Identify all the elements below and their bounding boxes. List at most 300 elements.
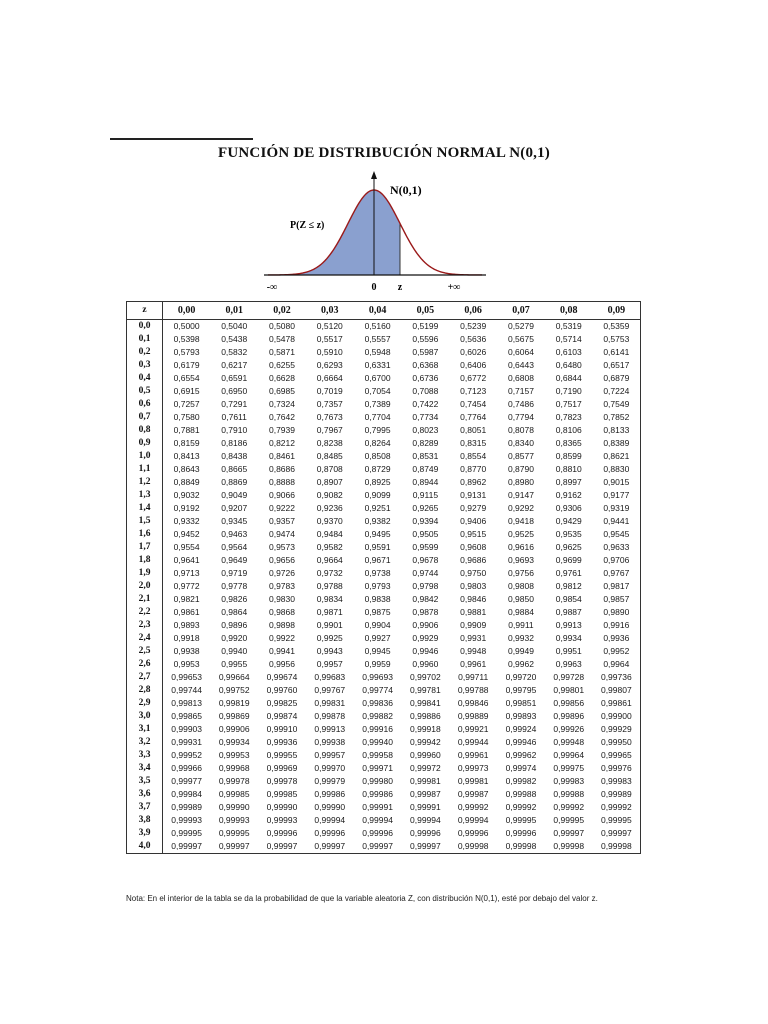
probability-cell: 0,7157 bbox=[507, 386, 534, 396]
probability-cell: 0,7389 bbox=[364, 399, 391, 409]
probability-cell: 0,9896 bbox=[221, 620, 248, 630]
probability-cell: 0,6950 bbox=[221, 386, 248, 396]
probability-cell: 0,9887 bbox=[555, 607, 582, 617]
table-row bbox=[127, 554, 641, 567]
probability-cell: 0,9778 bbox=[221, 581, 248, 591]
probability-cell: 0,9495 bbox=[364, 529, 391, 539]
shaded-area bbox=[268, 190, 400, 275]
probability-cell: 0,99807 bbox=[600, 685, 632, 695]
probability-cell: 0,99996 bbox=[266, 828, 298, 838]
probability-cell: 0,8365 bbox=[555, 438, 582, 448]
probability-cell: 0,99990 bbox=[314, 802, 346, 812]
probability-cell: 0,5160 bbox=[364, 321, 391, 331]
probability-cell: 0,7910 bbox=[221, 425, 248, 435]
probability-cell: 0,9962 bbox=[507, 659, 534, 669]
table-row bbox=[127, 788, 641, 801]
probability-cell: 0,99966 bbox=[171, 763, 203, 773]
row-z-value: 0,0 bbox=[127, 320, 163, 334]
probability-cell: 0,7486 bbox=[507, 399, 534, 409]
probability-cell: 0,6554 bbox=[173, 373, 200, 383]
probability-cell: 0,8708 bbox=[316, 464, 343, 474]
row-z-value: 2,0 bbox=[127, 580, 163, 593]
table-row bbox=[127, 346, 641, 359]
probability-cell: 0,99972 bbox=[410, 763, 441, 773]
probability-cell: 0,9948 bbox=[460, 646, 487, 656]
probability-cell: 0,99760 bbox=[266, 685, 298, 695]
row-z-value: 2,7 bbox=[127, 671, 163, 684]
probability-cell: 0,5753 bbox=[603, 334, 630, 344]
probability-cell: 0,99944 bbox=[457, 737, 489, 747]
probability-cell: 0,99968 bbox=[218, 763, 250, 773]
column-header: 0,02 bbox=[258, 302, 306, 320]
probability-cell: 0,99998 bbox=[553, 841, 585, 851]
probability-cell: 0,9162 bbox=[555, 490, 582, 500]
probability-cell: 0,7190 bbox=[555, 386, 582, 396]
probability-cell: 0,7642 bbox=[268, 412, 295, 422]
probability-cell: 0,8212 bbox=[268, 438, 295, 448]
probability-cell: 0,7580 bbox=[173, 412, 200, 422]
probability-cell: 0,99961 bbox=[457, 750, 489, 760]
table-row bbox=[127, 567, 641, 580]
probability-cell: 0,8106 bbox=[555, 425, 582, 435]
probability-cell: 0,9890 bbox=[603, 607, 630, 617]
row-z-value: 1,1 bbox=[127, 463, 163, 476]
probability-cell: 0,99970 bbox=[314, 763, 346, 773]
probability-cell: 0,99997 bbox=[362, 841, 393, 851]
table-row bbox=[127, 398, 641, 411]
probability-cell: 0,9525 bbox=[507, 529, 534, 539]
probability-cell: 0,6517 bbox=[603, 360, 630, 370]
probability-cell: 0,99994 bbox=[410, 815, 441, 825]
probability-cell: 0,9641 bbox=[173, 555, 200, 565]
probability-cell: 0,8869 bbox=[221, 477, 248, 487]
probability-cell: 0,9846 bbox=[460, 594, 487, 604]
probability-cell: 0,6480 bbox=[555, 360, 582, 370]
probability-cell: 0,8159 bbox=[173, 438, 200, 448]
probability-cell: 0,9821 bbox=[173, 594, 200, 604]
probability-cell: 0,9554 bbox=[173, 542, 200, 552]
probability-cell: 0,99993 bbox=[266, 815, 298, 825]
probability-cell: 0,5359 bbox=[603, 321, 630, 331]
table-row bbox=[127, 801, 641, 814]
probability-cell: 0,5080 bbox=[268, 321, 295, 331]
probability-cell: 0,99997 bbox=[266, 841, 298, 851]
probability-cell: 0,9099 bbox=[364, 490, 391, 500]
column-header: 0,09 bbox=[593, 302, 641, 320]
table-header-row bbox=[127, 302, 641, 320]
probability-cell: 0,8749 bbox=[412, 464, 439, 474]
probability-cell: 0,7357 bbox=[316, 399, 343, 409]
probability-cell: 0,6141 bbox=[603, 347, 630, 357]
probability-cell: 0,5319 bbox=[555, 321, 582, 331]
row-z-value: 3,3 bbox=[127, 749, 163, 762]
probability-cell: 0,9049 bbox=[221, 490, 248, 500]
probability-cell: 0,99988 bbox=[505, 789, 537, 799]
probability-cell: 0,9279 bbox=[460, 503, 487, 513]
probability-cell: 0,99819 bbox=[218, 698, 250, 708]
probability-cell: 0,9761 bbox=[555, 568, 582, 578]
probability-cell: 0,99996 bbox=[314, 828, 346, 838]
probability-cell: 0,99926 bbox=[553, 724, 585, 734]
probability-cell: 0,9633 bbox=[603, 542, 630, 552]
probability-cell: 0,99841 bbox=[410, 698, 441, 708]
probability-cell: 0,8997 bbox=[555, 477, 582, 487]
probability-cell: 0,9625 bbox=[555, 542, 582, 552]
row-z-value: 2,8 bbox=[127, 684, 163, 697]
probability-cell: 0,9861 bbox=[173, 607, 200, 617]
table-row bbox=[127, 450, 641, 463]
probability-cell: 0,99865 bbox=[171, 711, 203, 721]
probability-cell: 0,9332 bbox=[173, 516, 200, 526]
row-z-value: 2,3 bbox=[127, 619, 163, 632]
probability-cell: 0,99997 bbox=[171, 841, 203, 851]
probability-cell: 0,6443 bbox=[507, 360, 534, 370]
probability-cell: 0,99983 bbox=[600, 776, 632, 786]
row-z-value: 0,2 bbox=[127, 346, 163, 359]
probability-cell: 0,6808 bbox=[507, 373, 534, 383]
probability-cell: 0,9830 bbox=[268, 594, 295, 604]
row-z-value: 0,7 bbox=[127, 411, 163, 424]
row-z-value: 1,9 bbox=[127, 567, 163, 580]
probability-cell: 0,8599 bbox=[555, 451, 582, 461]
probability-cell: 0,99674 bbox=[266, 672, 298, 682]
probability-cell: 0,6406 bbox=[460, 360, 487, 370]
probability-cell: 0,99801 bbox=[553, 685, 585, 695]
page-title: FUNCIÓN DE DISTRIBUCIÓN NORMAL N(0,1) bbox=[217, 145, 550, 161]
probability-cell: 0,99993 bbox=[218, 815, 250, 825]
probability-cell: 0,9943 bbox=[316, 646, 343, 656]
table-row bbox=[127, 671, 641, 684]
probability-cell: 0,99992 bbox=[553, 802, 585, 812]
probability-cell: 0,5793 bbox=[173, 347, 200, 357]
probability-cell: 0,99998 bbox=[505, 841, 537, 851]
probability-cell: 0,99874 bbox=[266, 711, 298, 721]
probability-cell: 0,99878 bbox=[314, 711, 346, 721]
probability-cell: 0,8962 bbox=[460, 477, 487, 487]
table-row bbox=[127, 723, 641, 736]
probability-cell: 0,9925 bbox=[316, 633, 343, 643]
y-axis-arrow bbox=[371, 171, 377, 179]
probability-cell: 0,9953 bbox=[173, 659, 200, 669]
probability-cell: 0,99989 bbox=[600, 789, 632, 799]
probability-cell: 0,8238 bbox=[316, 438, 343, 448]
probability-cell: 0,9131 bbox=[460, 490, 487, 500]
probability-cell: 0,6179 bbox=[173, 360, 200, 370]
probability-cell: 0,9732 bbox=[316, 568, 343, 578]
probability-cell: 0,7939 bbox=[268, 425, 295, 435]
probability-cell: 0,99975 bbox=[553, 763, 585, 773]
probability-cell: 0,9686 bbox=[460, 555, 487, 565]
probability-cell: 0,7704 bbox=[364, 412, 391, 422]
probability-cell: 0,9864 bbox=[221, 607, 248, 617]
probability-cell: 0,8729 bbox=[364, 464, 391, 474]
probability-cell: 0,99991 bbox=[410, 802, 441, 812]
row-z-value: 1,7 bbox=[127, 541, 163, 554]
table-row bbox=[127, 476, 641, 489]
probability-cell: 0,6255 bbox=[268, 360, 295, 370]
probability-cell: 0,8621 bbox=[603, 451, 630, 461]
probability-cell: 0,8980 bbox=[507, 477, 534, 487]
probability-cell: 0,99683 bbox=[314, 672, 346, 682]
probability-cell: 0,5675 bbox=[507, 334, 534, 344]
probability-cell: 0,9812 bbox=[555, 581, 582, 591]
probability-cell: 0,6217 bbox=[221, 360, 248, 370]
probability-cell: 0,6985 bbox=[268, 386, 295, 396]
probability-cell: 0,99781 bbox=[410, 685, 441, 695]
top-rule bbox=[110, 138, 253, 140]
probability-cell: 0,6915 bbox=[173, 386, 200, 396]
probability-cell: 0,8461 bbox=[268, 451, 295, 461]
probability-cell: 0,6064 bbox=[507, 347, 534, 357]
row-z-value: 0,8 bbox=[127, 424, 163, 437]
probability-cell: 0,99929 bbox=[600, 724, 632, 734]
probability-cell: 0,6103 bbox=[555, 347, 582, 357]
table-row bbox=[127, 320, 641, 334]
probability-cell: 0,99990 bbox=[266, 802, 298, 812]
probability-cell: 0,99788 bbox=[457, 685, 489, 695]
probability-cell: 0,9738 bbox=[364, 568, 391, 578]
probability-cell: 0,9817 bbox=[603, 581, 630, 591]
table-row bbox=[127, 749, 641, 762]
probability-cell: 0,6368 bbox=[412, 360, 439, 370]
probability-cell: 0,99995 bbox=[505, 815, 537, 825]
probability-cell: 0,8665 bbox=[221, 464, 248, 474]
probability-cell: 0,99988 bbox=[553, 789, 585, 799]
probability-cell: 0,9938 bbox=[173, 646, 200, 656]
probability-cell: 0,9319 bbox=[603, 503, 630, 513]
probability-cell: 0,9936 bbox=[603, 633, 630, 643]
probability-cell: 0,99995 bbox=[171, 828, 203, 838]
probability-cell: 0,8770 bbox=[460, 464, 487, 474]
table-row bbox=[127, 580, 641, 593]
probability-cell: 0,99886 bbox=[410, 711, 441, 721]
probability-cell: 0,99995 bbox=[553, 815, 585, 825]
probability-cell: 0,99664 bbox=[218, 672, 250, 682]
probability-cell: 0,9564 bbox=[221, 542, 248, 552]
probability-cell: 0,9207 bbox=[221, 503, 248, 513]
probability-cell: 0,99728 bbox=[553, 672, 585, 682]
probability-cell: 0,99953 bbox=[218, 750, 250, 760]
table-row bbox=[127, 840, 641, 854]
probability-cell: 0,99948 bbox=[553, 737, 585, 747]
probability-cell: 0,9931 bbox=[460, 633, 487, 643]
probability-cell: 0,7088 bbox=[412, 386, 439, 396]
probability-cell: 0,99977 bbox=[171, 776, 203, 786]
probability-cell: 0,7054 bbox=[364, 386, 391, 396]
probability-cell: 0,8289 bbox=[412, 438, 439, 448]
normal-curve-figure bbox=[250, 168, 510, 296]
probability-cell: 0,9842 bbox=[412, 594, 439, 604]
probability-cell: 0,9920 bbox=[221, 633, 248, 643]
probability-cell: 0,8643 bbox=[173, 464, 200, 474]
table-row bbox=[127, 424, 641, 437]
probability-cell: 0,5871 bbox=[268, 347, 295, 357]
probability-cell: 0,8078 bbox=[507, 425, 534, 435]
probability-cell: 0,99985 bbox=[218, 789, 250, 799]
probability-cell: 0,7324 bbox=[268, 399, 295, 409]
probability-cell: 0,9898 bbox=[268, 620, 295, 630]
column-header: 0,03 bbox=[306, 302, 354, 320]
probability-cell: 0,7967 bbox=[316, 425, 343, 435]
probability-cell: 0,9678 bbox=[412, 555, 439, 565]
probability-cell: 0,9382 bbox=[364, 516, 391, 526]
probability-cell: 0,9850 bbox=[507, 594, 534, 604]
probability-cell: 0,9357 bbox=[268, 516, 295, 526]
probability-cell: 0,7224 bbox=[603, 386, 630, 396]
probability-cell: 0,9306 bbox=[555, 503, 582, 513]
probability-cell: 0,99767 bbox=[314, 685, 346, 695]
probability-cell: 0,99936 bbox=[266, 737, 298, 747]
probability-cell: 0,9115 bbox=[412, 490, 439, 500]
probability-cell: 0,7852 bbox=[603, 412, 630, 422]
probability-cell: 0,9959 bbox=[364, 659, 391, 669]
row-z-value: 0,4 bbox=[127, 372, 163, 385]
probability-cell: 0,8186 bbox=[221, 438, 248, 448]
probability-cell: 0,9884 bbox=[507, 607, 534, 617]
probability-cell: 0,99856 bbox=[553, 698, 585, 708]
probability-cell: 0,7291 bbox=[221, 399, 248, 409]
row-z-value: 3,9 bbox=[127, 827, 163, 840]
probability-cell: 0,9750 bbox=[460, 568, 487, 578]
probability-cell: 0,99987 bbox=[457, 789, 489, 799]
probability-cell: 0,99986 bbox=[362, 789, 393, 799]
probability-cell: 0,6331 bbox=[364, 360, 391, 370]
probability-cell: 0,99950 bbox=[600, 737, 632, 747]
row-z-value: 3,1 bbox=[127, 723, 163, 736]
probability-cell: 0,7995 bbox=[364, 425, 391, 435]
probability-cell: 0,7123 bbox=[460, 386, 487, 396]
probability-cell: 0,99996 bbox=[410, 828, 441, 838]
column-header: 0,07 bbox=[497, 302, 545, 320]
probability-cell: 0,7019 bbox=[316, 386, 343, 396]
probability-cell: 0,9032 bbox=[173, 490, 200, 500]
probability-cell: 0,5987 bbox=[412, 347, 439, 357]
column-header: 0,08 bbox=[545, 302, 593, 320]
probability-cell: 0,9649 bbox=[221, 555, 248, 565]
table-row bbox=[127, 606, 641, 619]
probability-cell: 0,9901 bbox=[316, 620, 343, 630]
probability-cell: 0,8888 bbox=[268, 477, 295, 487]
probability-cell: 0,8944 bbox=[412, 477, 439, 487]
probability-cell: 0,6772 bbox=[460, 373, 487, 383]
probability-cell: 0,7734 bbox=[412, 412, 439, 422]
table-row bbox=[127, 645, 641, 658]
column-header: 0,00 bbox=[163, 302, 211, 320]
probability-cell: 0,9599 bbox=[412, 542, 439, 552]
probability-cell: 0,99903 bbox=[171, 724, 203, 734]
probability-cell: 0,9906 bbox=[412, 620, 439, 630]
probability-cell: 0,99997 bbox=[553, 828, 585, 838]
row-z-value: 3,7 bbox=[127, 801, 163, 814]
probability-cell: 0,7549 bbox=[603, 399, 630, 409]
probability-cell: 0,99996 bbox=[457, 828, 489, 838]
probability-cell: 0,5948 bbox=[364, 347, 391, 357]
probability-cell: 0,9932 bbox=[507, 633, 534, 643]
probability-cell: 0,99952 bbox=[171, 750, 203, 760]
table-row bbox=[127, 775, 641, 788]
probability-cell: 0,99978 bbox=[218, 776, 250, 786]
probability-cell: 0,9706 bbox=[603, 555, 630, 565]
probability-cell: 0,5910 bbox=[316, 347, 343, 357]
probability-cell: 0,9015 bbox=[603, 477, 630, 487]
probability-cell: 0,99998 bbox=[457, 841, 489, 851]
probability-cell: 0,9756 bbox=[507, 568, 534, 578]
probability-cell: 0,5398 bbox=[173, 334, 200, 344]
probability-cell: 0,9192 bbox=[173, 503, 200, 513]
probability-cell: 0,9370 bbox=[316, 516, 343, 526]
probability-cell: 0,9927 bbox=[364, 633, 391, 643]
probability-cell: 0,6591 bbox=[221, 373, 248, 383]
probability-cell: 0,99869 bbox=[218, 711, 250, 721]
row-z-value: 0,3 bbox=[127, 359, 163, 372]
table-row bbox=[127, 359, 641, 372]
probability-cell: 0,7454 bbox=[460, 399, 487, 409]
probability-cell: 0,6879 bbox=[603, 373, 630, 383]
probability-cell: 0,9893 bbox=[173, 620, 200, 630]
probability-cell: 0,7257 bbox=[173, 399, 200, 409]
probability-cell: 0,9573 bbox=[268, 542, 295, 552]
table-row bbox=[127, 762, 641, 775]
row-z-value: 3,8 bbox=[127, 814, 163, 827]
probability-cell: 0,99774 bbox=[362, 685, 393, 695]
probability-cell: 0,99916 bbox=[362, 724, 393, 734]
probability-cell: 0,5199 bbox=[412, 321, 439, 331]
probability-cell: 0,99997 bbox=[314, 841, 346, 851]
probability-cell: 0,9871 bbox=[316, 607, 343, 617]
probability-cell: 0,9066 bbox=[268, 490, 295, 500]
probability-cell: 0,8810 bbox=[555, 464, 582, 474]
probability-cell: 0,9913 bbox=[555, 620, 582, 630]
probability-cell: 0,6844 bbox=[555, 373, 582, 383]
table-row bbox=[127, 736, 641, 749]
probability-cell: 0,9793 bbox=[364, 581, 391, 591]
probability-cell: 0,9949 bbox=[507, 646, 534, 656]
probability-cell: 0,99942 bbox=[410, 737, 441, 747]
row-z-value: 1,0 bbox=[127, 450, 163, 463]
probability-cell: 0,99993 bbox=[171, 815, 203, 825]
probability-cell: 0,5714 bbox=[555, 334, 582, 344]
table-row bbox=[127, 502, 641, 515]
probability-cell: 0,9664 bbox=[316, 555, 343, 565]
probability-cell: 0,99981 bbox=[457, 776, 489, 786]
probability-cell: 0,9693 bbox=[507, 555, 534, 565]
row-z-value: 4,0 bbox=[127, 840, 163, 854]
probability-cell: 0,9713 bbox=[173, 568, 200, 578]
probability-cell: 0,99982 bbox=[505, 776, 537, 786]
probability-cell: 0,9535 bbox=[555, 529, 582, 539]
probability-cell: 0,8830 bbox=[603, 464, 630, 474]
table-body bbox=[127, 320, 641, 854]
row-z-value: 1,8 bbox=[127, 554, 163, 567]
probability-cell: 0,8051 bbox=[460, 425, 487, 435]
probability-cell: 0,99918 bbox=[410, 724, 441, 734]
probability-cell: 0,99995 bbox=[600, 815, 632, 825]
probability-cell: 0,9616 bbox=[507, 542, 534, 552]
probability-cell: 0,99994 bbox=[314, 815, 346, 825]
table-row bbox=[127, 515, 641, 528]
table-row bbox=[127, 697, 641, 710]
table-row bbox=[127, 658, 641, 671]
probability-cell: 0,99969 bbox=[266, 763, 298, 773]
table-row bbox=[127, 333, 641, 346]
probability-cell: 0,9918 bbox=[173, 633, 200, 643]
table-row bbox=[127, 463, 641, 476]
probability-cell: 0,99900 bbox=[600, 711, 632, 721]
axis-label: 0 bbox=[371, 282, 377, 293]
probability-cell: 0,8023 bbox=[412, 425, 439, 435]
probability-cell: 0,99889 bbox=[457, 711, 489, 721]
probability-cell: 0,9911 bbox=[508, 620, 534, 630]
